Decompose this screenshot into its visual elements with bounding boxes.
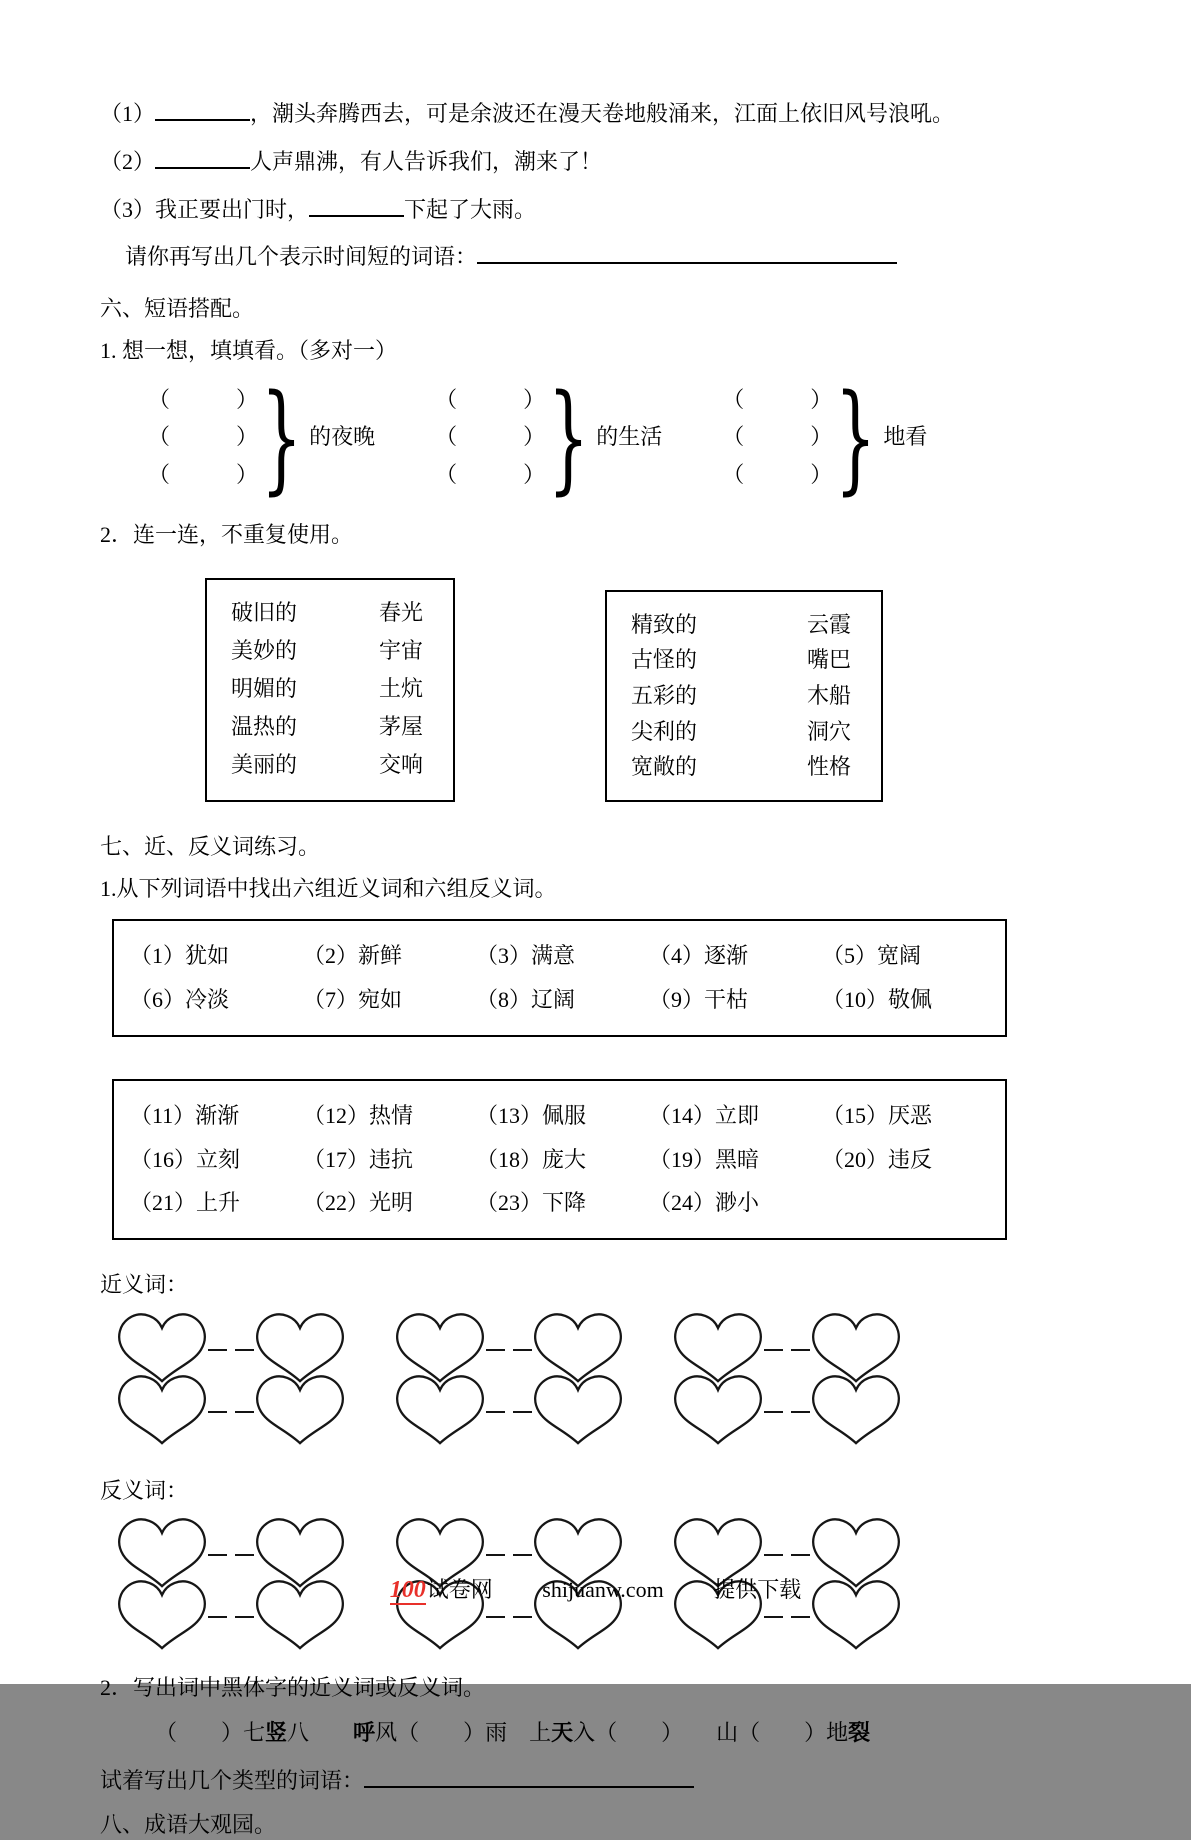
word-item: （3）满意 [476, 943, 576, 969]
heart-icon [392, 1372, 488, 1446]
match-noun: 云霞 [807, 611, 852, 637]
blank-underline [477, 239, 897, 264]
q2-bold-char: 裂 [848, 1719, 871, 1745]
match-noun: 木船 [807, 683, 852, 709]
bold-char-line [155, 1718, 1096, 1748]
word-item: （8）辽阔 [476, 987, 576, 1013]
word-item: （13）佩服 [476, 1102, 587, 1128]
match-noun: 洞穴 [807, 718, 852, 744]
match-adj: 五彩的 [631, 683, 698, 709]
match-noun: 土炕 [379, 675, 424, 701]
word-item: （4）逐渐 [649, 943, 749, 969]
word-item: （7）宛如 [303, 987, 403, 1013]
item-text: 人声鼎沸，有人告诉我们，潮来了！ [250, 148, 603, 174]
connector-dash [764, 1411, 810, 1413]
connector-dash [486, 1349, 532, 1351]
word-box-1 [112, 919, 1007, 1036]
word-item: （22）光明 [303, 1190, 414, 1216]
q2-bold-char: 呼 [353, 1719, 376, 1745]
paren-slot: （ ） [148, 462, 259, 488]
match-adj: 精致的 [631, 611, 698, 637]
match-adj: 温热的 [231, 713, 298, 739]
heart-icon [114, 1372, 210, 1446]
word-item: （12）热情 [303, 1102, 414, 1128]
match-adj: 明媚的 [231, 675, 298, 701]
match-noun: 交响 [379, 752, 424, 778]
connector-dash [486, 1554, 532, 1556]
match-noun: 茅屋 [379, 713, 424, 739]
fill-in-item-3 [100, 192, 1096, 225]
section8-heading: 八、成语大观园。 [100, 1812, 277, 1838]
q2-bold-char: 竖 [265, 1719, 288, 1745]
brace-label: 的夜晚 [309, 424, 376, 450]
item-text: ，潮头奔腾西去，可是余波还在漫天卷地般涌来，江面上依旧风号浪吼。 [250, 101, 955, 127]
fill-in-item-1 [100, 96, 1096, 129]
heart-icon [808, 1372, 904, 1446]
q2-segment: 入（ ） 山（ ）地 [573, 1719, 849, 1745]
paren-slot: （ ） [722, 386, 833, 412]
connector-dash [208, 1349, 254, 1351]
word-item: （1）犹如 [130, 943, 230, 969]
word-box-2 [112, 1079, 1007, 1240]
paren-slot: （ ） [148, 424, 259, 450]
heart-pair [114, 1372, 348, 1446]
match-noun: 性格 [807, 754, 852, 780]
item-text: 下起了大雨。 [404, 196, 537, 222]
logo-name: 试卷网 [426, 1576, 493, 1602]
connector-dash [486, 1411, 532, 1413]
word-item: （11）渐渐 [130, 1102, 240, 1128]
heart-icon [670, 1372, 766, 1446]
word-item: （17）违抗 [303, 1146, 414, 1172]
word-item: （6）冷淡 [130, 987, 230, 1013]
curly-brace-icon: } [548, 368, 590, 507]
brace-group-life [435, 368, 663, 507]
paren-slot: （ ） [722, 462, 833, 488]
connector-dash [486, 1616, 532, 1618]
heart-icon [252, 1372, 348, 1446]
footer-suffix: 提供下载 [713, 1576, 802, 1602]
paren-column [148, 381, 258, 494]
blank-underline [364, 1763, 694, 1788]
synonyms-hearts [100, 1310, 1096, 1446]
word-item: （21）上升 [130, 1190, 241, 1216]
word-item: （20）违反 [822, 1146, 933, 1172]
match-adj: 尖利的 [631, 718, 698, 744]
match-adj: 美妙的 [231, 637, 298, 663]
section7-q2-prompt-line [100, 1763, 1096, 1796]
section7-q2-title: 2．写出词中黑体字的近义词或反义词。 [100, 1675, 486, 1701]
shijuanw-logo [390, 1577, 493, 1602]
blank-underline [155, 144, 250, 169]
hearts-row [114, 1372, 1096, 1446]
curly-brace-icon: } [835, 368, 877, 507]
blank-underline [309, 192, 404, 217]
connector-dash [764, 1616, 810, 1618]
footer-url: shijuanw.com [542, 1576, 664, 1602]
connector-dash [208, 1411, 254, 1413]
fill-in-section [100, 96, 1096, 272]
q2-segment: 风（ ）雨 上 [375, 1719, 552, 1745]
section6-q2-title: 2．连一连，不重复使用。 [100, 521, 354, 547]
match-adj: 破旧的 [231, 599, 298, 625]
q2-segment: （ ）七 [155, 1719, 266, 1745]
paren-column [435, 381, 545, 494]
word-item: （16）立刻 [130, 1146, 241, 1172]
logo-100-icon: 100 [389, 1576, 426, 1603]
phrase-brace-groups [148, 368, 1096, 507]
blank-underline [155, 96, 250, 121]
match-noun: 春光 [379, 599, 424, 625]
q2-bold-char: 天 [551, 1719, 574, 1745]
section6-q1-title: 1. 想一想，填填看。（多对一） [100, 337, 398, 363]
curly-brace-icon: } [260, 368, 303, 507]
item-label: （1） [100, 101, 156, 127]
paren-column [722, 381, 832, 494]
match-noun: 嘴巴 [807, 647, 852, 673]
section7-q1-title: 1.从下列词语中找出六组近义词和六组反义词。 [100, 875, 557, 901]
word-item: （5）宽阔 [822, 943, 922, 969]
connector-dash [208, 1616, 254, 1618]
paren-slot: （ ） [722, 424, 833, 450]
word-item: （2）新鲜 [303, 943, 403, 969]
paren-slot: （ ） [435, 462, 546, 488]
word-item: （24）渺小 [649, 1190, 760, 1216]
brace-label: 地看 [883, 424, 928, 450]
section6-heading: 六、短语搭配。 [100, 296, 255, 322]
matching-boxes [205, 578, 1096, 802]
paren-slot: （ ） [435, 386, 546, 412]
connector-dash [764, 1349, 810, 1351]
match-box-left [205, 578, 455, 802]
word-item: （19）黑暗 [649, 1146, 760, 1172]
section7-heading: 七、近、反义词练习。 [100, 834, 321, 860]
word-item: （18）庞大 [476, 1146, 587, 1172]
fill-in-item-2 [100, 144, 1096, 177]
prompt-text: 试着写出几个类型的词语： [100, 1767, 365, 1793]
heart-pair [392, 1372, 626, 1446]
word-item: （15）厌恶 [822, 1102, 933, 1128]
prompt-text: 请你再写出几个表示时间短的词语： [125, 244, 478, 270]
match-adj: 宽敞的 [631, 754, 698, 780]
brace-group-look [722, 368, 928, 507]
paren-slot: （ ） [435, 424, 546, 450]
brace-label: 的生活 [596, 424, 663, 450]
paren-slot: （ ） [148, 386, 259, 412]
match-adj: 古怪的 [631, 647, 698, 673]
item-label: （3）我正要出门时， [100, 196, 310, 222]
q2-segment: 八 [287, 1719, 354, 1745]
connector-dash [208, 1554, 254, 1556]
synonyms-label: 近义词： [100, 1271, 189, 1297]
heart-pair [670, 1372, 904, 1446]
connector-dash [764, 1554, 810, 1556]
antonyms-label: 反义词： [100, 1477, 189, 1503]
word-item: （14）立即 [649, 1102, 760, 1128]
word-item: （9）干枯 [649, 987, 749, 1013]
word-item: （23）下降 [476, 1190, 587, 1216]
fill-in-prompt [125, 239, 1096, 272]
brace-group-night [148, 368, 376, 507]
page-footer [0, 1574, 1191, 1606]
item-label: （2） [100, 148, 156, 174]
match-adj: 美丽的 [231, 752, 298, 778]
heart-icon [530, 1372, 626, 1446]
word-item: （10）敬佩 [822, 987, 933, 1013]
match-box-right [605, 590, 883, 802]
match-noun: 宇宙 [379, 637, 424, 663]
